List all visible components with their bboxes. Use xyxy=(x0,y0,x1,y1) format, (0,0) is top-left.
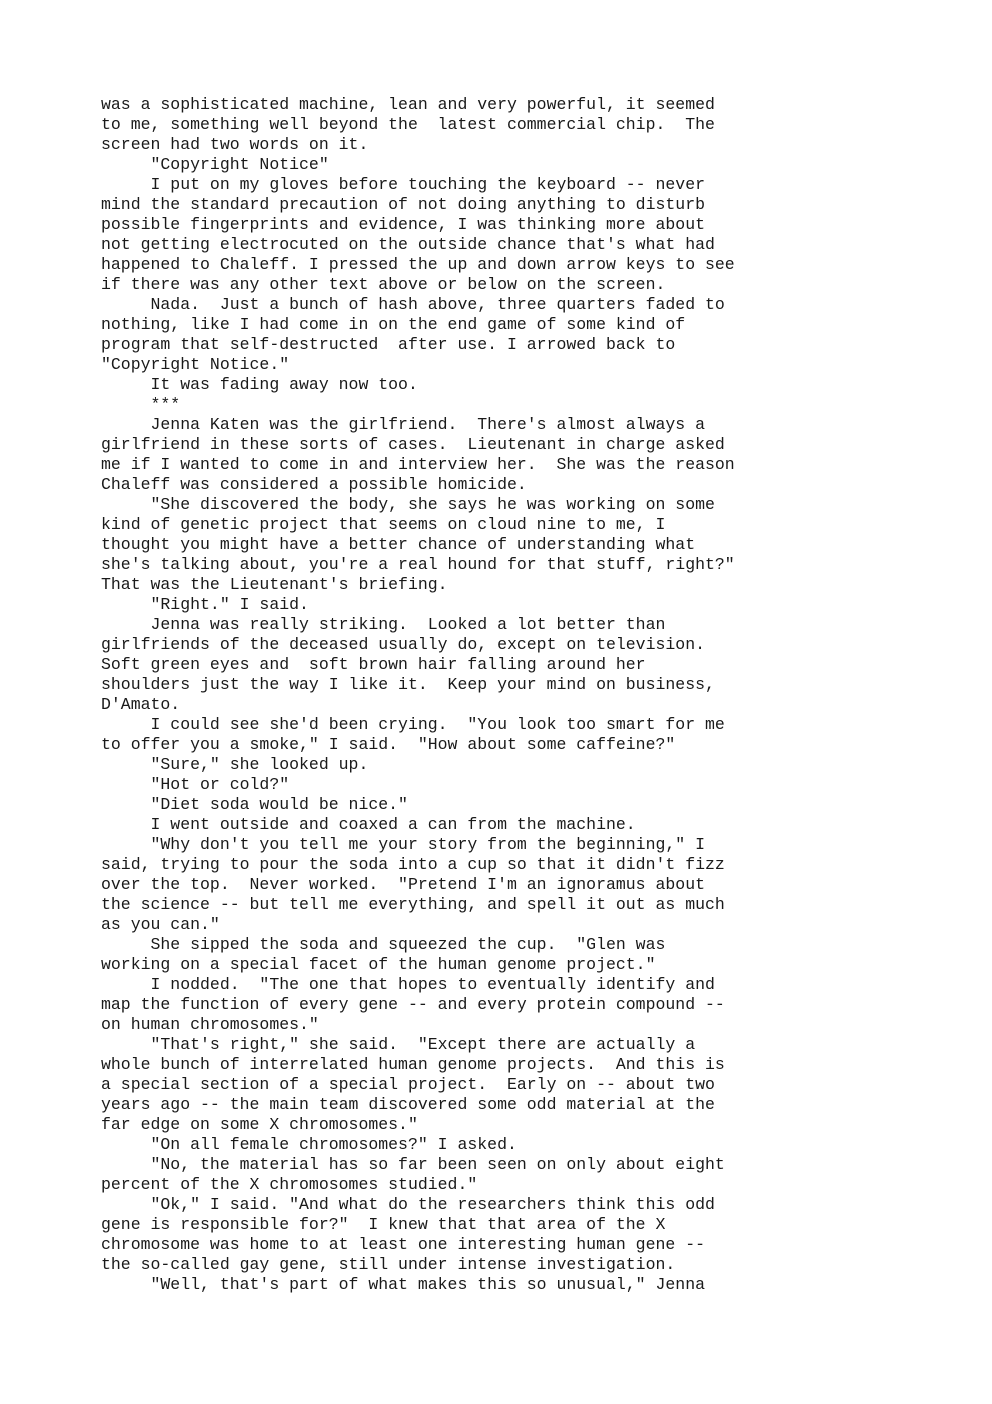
text-line: said, trying to pour the soda into a cup so that it didn't fizz xyxy=(101,855,725,874)
text-line: I could see she'd been crying. "You look too smart for me xyxy=(101,715,725,734)
text-line: I went outside and coaxed a can from the machine. xyxy=(101,815,636,834)
text-line: the so-called gay gene, still under intense investigation. xyxy=(101,1255,676,1274)
text-line: screen had two words on it. xyxy=(101,135,369,154)
text-line: was a sophisticated machine, lean and very powerful, it seemed xyxy=(101,95,715,114)
text-line: thought you might have a better chance of understanding what xyxy=(101,535,696,554)
text-line: years ago -- the main team discovered some odd material at the xyxy=(101,1095,715,1114)
text-line: I put on my gloves before touching the keyboard -- never xyxy=(101,175,705,194)
text-line: "Copyright Notice" xyxy=(101,155,329,174)
text-line: she's talking about, you're a real hound for that stuff, right?" xyxy=(101,555,735,574)
text-line: "Why don't you tell me your story from the beginning," I xyxy=(101,835,705,854)
text-line: Jenna was really striking. Looked a lot better than xyxy=(101,615,666,634)
text-line: over the top. Never worked. "Pretend I'm an ignoramus about xyxy=(101,875,705,894)
text-line: possible fingerprints and evidence, I was thinking more about xyxy=(101,215,705,234)
text-line: gene is responsible for?" I knew that that area of the X xyxy=(101,1215,666,1234)
text-line: *** xyxy=(101,395,181,414)
text-line: to me, something well beyond the latest commercial chip. The xyxy=(101,115,715,134)
text-line: Chaleff was considered a possible homicide. xyxy=(101,475,527,494)
text-line: chromosome was home to at least one interesting human gene -- xyxy=(101,1235,705,1254)
text-line: She sipped the soda and squeezed the cup. "Glen was xyxy=(101,935,666,954)
text-line: mind the standard precaution of not doing anything to disturb xyxy=(101,195,705,214)
text-line: "She discovered the body, she says he was working on some xyxy=(101,495,715,514)
text-line: me if I wanted to come in and interview her. She was the reason xyxy=(101,455,735,474)
text-line: kind of genetic project that seems on cloud nine to me, I xyxy=(101,515,666,534)
text-line: girlfriend in these sorts of cases. Lieutenant in charge asked xyxy=(101,435,725,454)
text-line: Soft green eyes and soft brown hair falling around her xyxy=(101,655,646,674)
text-line: "Hot or cold?" xyxy=(101,775,290,794)
text-line: not getting electrocuted on the outside chance that's what had xyxy=(101,235,715,254)
text-line: "That's right," she said. "Except there are actually a xyxy=(101,1035,696,1054)
text-line: That was the Lieutenant's briefing. xyxy=(101,575,448,594)
text-line: to offer you a smoke," I said. "How about some caffeine?" xyxy=(101,735,676,754)
text-line: program that self-destructed after use. I arrowed back to xyxy=(101,335,676,354)
text-line: working on a special facet of the human genome project." xyxy=(101,955,656,974)
text-line: nothing, like I had come in on the end game of some kind of xyxy=(101,315,686,334)
text-line: "On all female chromosomes?" I asked. xyxy=(101,1135,517,1154)
text-line: far edge on some X chromosomes." xyxy=(101,1115,418,1134)
text-line: the science -- but tell me everything, and spell it out as much xyxy=(101,895,725,914)
text-line: shoulders just the way I like it. Keep your mind on business, xyxy=(101,675,715,694)
text-line: if there was any other text above or below on the screen. xyxy=(101,275,666,294)
text-line: girlfriends of the deceased usually do, except on television. xyxy=(101,635,705,654)
text-line: "No, the material has so far been seen on only about eight xyxy=(101,1155,725,1174)
text-line: a special section of a special project. Early on -- about two xyxy=(101,1075,715,1094)
text-line: "Ok," I said. "And what do the researchers think this odd xyxy=(101,1195,715,1214)
text-line: whole bunch of interrelated human genome projects. And this is xyxy=(101,1055,725,1074)
body-text xyxy=(101,95,961,1295)
text-line: "Copyright Notice." xyxy=(101,355,290,374)
text-line: "Sure," she looked up. xyxy=(101,755,369,774)
text-line: Nada. Just a bunch of hash above, three quarters faded to xyxy=(101,295,725,314)
text-line: percent of the X chromosomes studied." xyxy=(101,1175,478,1194)
text-line: as you can." xyxy=(101,915,220,934)
text-line: "Diet soda would be nice." xyxy=(101,795,408,814)
text-line: "Well, that's part of what makes this so unusual," Jenna xyxy=(101,1275,705,1294)
text-line: happened to Chaleff. I pressed the up and down arrow keys to see xyxy=(101,255,735,274)
text-line: It was fading away now too. xyxy=(101,375,418,394)
text-line: I nodded. "The one that hopes to eventually identify and xyxy=(101,975,715,994)
text-line: D'Amato. xyxy=(101,695,181,714)
text-line: Jenna Katen was the girlfriend. There's almost always a xyxy=(101,415,705,434)
text-line: on human chromosomes." xyxy=(101,1015,319,1034)
text-line: map the function of every gene -- and every protein compound -- xyxy=(101,995,725,1014)
text-line: "Right." I said. xyxy=(101,595,309,614)
